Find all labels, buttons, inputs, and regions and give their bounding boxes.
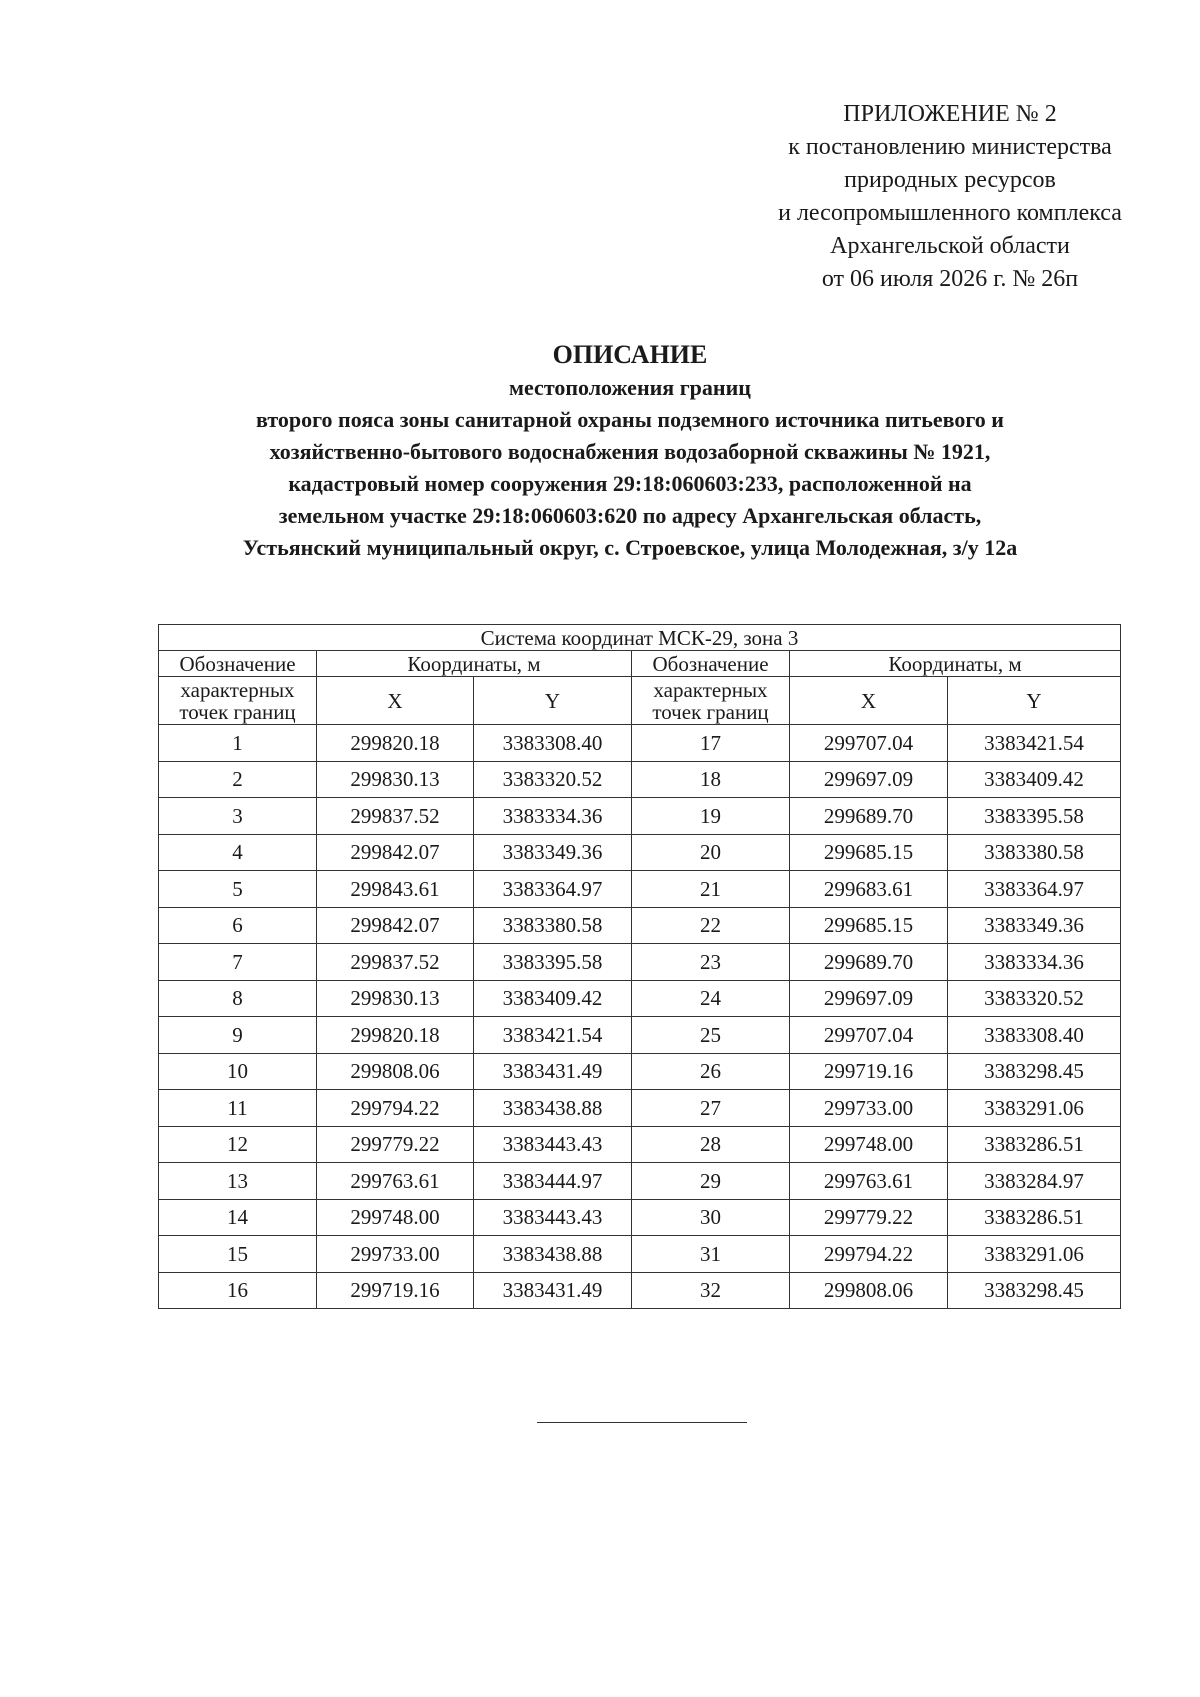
appendix-date: от 06 июля 2026 г. № 26п [821, 266, 1079, 292]
x-coordinate: 299842.07 [317, 834, 474, 871]
appendix-number: ПРИЛОЖЕНИЕ № 2 [843, 101, 1057, 127]
point-header-bottom: характерных точек границ [159, 677, 317, 725]
y-coordinate: 3383349.36 [474, 834, 632, 871]
y-coordinate: 3383380.58 [948, 834, 1121, 871]
x-coordinate: 299837.52 [317, 798, 474, 835]
y-coordinate: 3383409.42 [948, 761, 1121, 798]
x-coordinate: 299763.61 [790, 1163, 948, 1200]
y-coordinate: 3383334.36 [474, 798, 632, 835]
appendix-header [720, 98, 1180, 296]
table-row [159, 1199, 1121, 1236]
point-number: 15 [159, 1236, 317, 1273]
table-row [159, 980, 1121, 1017]
title-line: Устьянский муниципальный округ, с. Строевское, улица Молодежная, з/у 12а [242, 535, 1018, 560]
y-coordinate: 3383421.54 [474, 1017, 632, 1054]
point-number: 31 [632, 1236, 790, 1273]
point-number: 1 [159, 725, 317, 762]
y-coordinate: 3383443.43 [474, 1126, 632, 1163]
table-row [159, 798, 1121, 835]
point-number: 23 [632, 944, 790, 981]
y-coordinate: 3383308.40 [474, 725, 632, 762]
y-coordinate: 3383421.54 [948, 725, 1121, 762]
point-number: 8 [159, 980, 317, 1017]
title-line: кадастровый номер сооружения 29:18:060603:233, расположенной на [288, 471, 972, 496]
x-coordinate: 299794.22 [317, 1090, 474, 1127]
x-coordinate: 299748.00 [317, 1199, 474, 1236]
x-coordinate: 299808.06 [317, 1053, 474, 1090]
x-header: X [790, 677, 948, 725]
x-coordinate: 299733.00 [790, 1090, 948, 1127]
table-row [159, 907, 1121, 944]
y-coordinate: 3383431.49 [474, 1053, 632, 1090]
x-coordinate: 299820.18 [317, 1017, 474, 1054]
point-number: 29 [632, 1163, 790, 1200]
point-number: 30 [632, 1199, 790, 1236]
x-coordinate: 299697.09 [790, 761, 948, 798]
table-row [159, 834, 1121, 871]
table-row [159, 871, 1121, 908]
y-coordinate: 3383431.49 [474, 1272, 632, 1309]
x-coordinate: 299719.16 [317, 1272, 474, 1309]
point-number: 26 [632, 1053, 790, 1090]
point-number: 18 [632, 761, 790, 798]
point-number: 7 [159, 944, 317, 981]
y-coordinate: 3383291.06 [948, 1236, 1121, 1273]
y-coordinate: 3383364.97 [474, 871, 632, 908]
y-coordinate: 3383380.58 [474, 907, 632, 944]
point-number: 19 [632, 798, 790, 835]
x-coordinate: 299689.70 [790, 944, 948, 981]
document-title [100, 338, 1160, 564]
y-coordinate: 3383395.58 [474, 944, 632, 981]
y-header: Y [474, 677, 632, 725]
x-header: X [317, 677, 474, 725]
point-number: 13 [159, 1163, 317, 1200]
x-coordinate: 299794.22 [790, 1236, 948, 1273]
table-row [159, 1053, 1121, 1090]
x-coordinate: 299685.15 [790, 907, 948, 944]
point-number: 22 [632, 907, 790, 944]
title-main: ОПИСАНИЕ [552, 340, 708, 369]
point-number: 20 [632, 834, 790, 871]
point-number: 3 [159, 798, 317, 835]
x-coordinate: 299707.04 [790, 1017, 948, 1054]
y-coordinate: 3383320.52 [474, 761, 632, 798]
y-coordinate: 3383298.45 [948, 1272, 1121, 1309]
point-number: 6 [159, 907, 317, 944]
point-number: 10 [159, 1053, 317, 1090]
table-row [159, 1126, 1121, 1163]
appendix-line: к постановлению министерства [788, 134, 1112, 160]
point-number: 9 [159, 1017, 317, 1054]
point-header-bottom: характерных точек границ [632, 677, 790, 725]
table-row [159, 1090, 1121, 1127]
coordinates-table [158, 624, 1121, 1309]
y-coordinate: 3383444.97 [474, 1163, 632, 1200]
coords-header: Координаты, м [790, 651, 1121, 677]
x-coordinate: 299820.18 [317, 725, 474, 762]
end-divider [537, 1422, 747, 1423]
y-coordinate: 3383395.58 [948, 798, 1121, 835]
table-row [159, 1163, 1121, 1200]
y-coordinate: 3383443.43 [474, 1199, 632, 1236]
x-coordinate: 299719.16 [790, 1053, 948, 1090]
y-coordinate: 3383286.51 [948, 1126, 1121, 1163]
point-number: 28 [632, 1126, 790, 1163]
point-number: 16 [159, 1272, 317, 1309]
point-number: 11 [159, 1090, 317, 1127]
table-row [159, 944, 1121, 981]
x-coordinate: 299830.13 [317, 980, 474, 1017]
x-coordinate: 299689.70 [790, 798, 948, 835]
point-number: 5 [159, 871, 317, 908]
table-row [159, 1236, 1121, 1273]
coords-header: Координаты, м [317, 651, 632, 677]
table-row [159, 1017, 1121, 1054]
x-coordinate: 299697.09 [790, 980, 948, 1017]
x-coordinate: 299685.15 [790, 834, 948, 871]
x-coordinate: 299837.52 [317, 944, 474, 981]
y-header: Y [948, 677, 1121, 725]
y-coordinate: 3383320.52 [948, 980, 1121, 1017]
y-coordinate: 3383349.36 [948, 907, 1121, 944]
y-coordinate: 3383334.36 [948, 944, 1121, 981]
x-coordinate: 299779.22 [317, 1126, 474, 1163]
y-coordinate: 3383298.45 [948, 1053, 1121, 1090]
point-number: 32 [632, 1272, 790, 1309]
y-coordinate: 3383284.97 [948, 1163, 1121, 1200]
point-number: 27 [632, 1090, 790, 1127]
point-number: 25 [632, 1017, 790, 1054]
title-line: хозяйственно-бытового водоснабжения водозаборной скважины № 1921, [269, 439, 991, 464]
y-coordinate: 3383438.88 [474, 1090, 632, 1127]
point-number: 12 [159, 1126, 317, 1163]
appendix-line: Архангельской области [830, 233, 1070, 259]
y-coordinate: 3383308.40 [948, 1017, 1121, 1054]
point-number: 2 [159, 761, 317, 798]
y-coordinate: 3383286.51 [948, 1199, 1121, 1236]
x-coordinate: 299683.61 [790, 871, 948, 908]
point-number: 17 [632, 725, 790, 762]
y-coordinate: 3383438.88 [474, 1236, 632, 1273]
title-line: второго пояса зоны санитарной охраны подземного источника питьевого и [256, 407, 1004, 432]
point-number: 21 [632, 871, 790, 908]
y-coordinate: 3383364.97 [948, 871, 1121, 908]
x-coordinate: 299843.61 [317, 871, 474, 908]
point-number: 24 [632, 980, 790, 1017]
x-coordinate: 299842.07 [317, 907, 474, 944]
point-number: 14 [159, 1199, 317, 1236]
point-header-top: Обозначение [159, 651, 317, 677]
x-coordinate: 299763.61 [317, 1163, 474, 1200]
title-line: местоположения границ [509, 375, 751, 400]
title-line: земельном участке 29:18:060603:620 по адресу Архангельская область, [278, 503, 982, 528]
x-coordinate: 299707.04 [790, 725, 948, 762]
x-coordinate: 299779.22 [790, 1199, 948, 1236]
coordinate-system-header: Система координат МСК-29, зона 3 [159, 625, 1121, 651]
x-coordinate: 299733.00 [317, 1236, 474, 1273]
point-number: 4 [159, 834, 317, 871]
coordinates-body [159, 725, 1121, 1309]
x-coordinate: 299830.13 [317, 761, 474, 798]
appendix-line: и лесопромышленного комплекса [778, 200, 1122, 226]
table-row [159, 725, 1121, 762]
y-coordinate: 3383409.42 [474, 980, 632, 1017]
point-header-top: Обозначение [632, 651, 790, 677]
x-coordinate: 299808.06 [790, 1272, 948, 1309]
x-coordinate: 299748.00 [790, 1126, 948, 1163]
y-coordinate: 3383291.06 [948, 1090, 1121, 1127]
appendix-line: природных ресурсов [844, 167, 1056, 193]
table-row [159, 761, 1121, 798]
table-row [159, 1272, 1121, 1309]
